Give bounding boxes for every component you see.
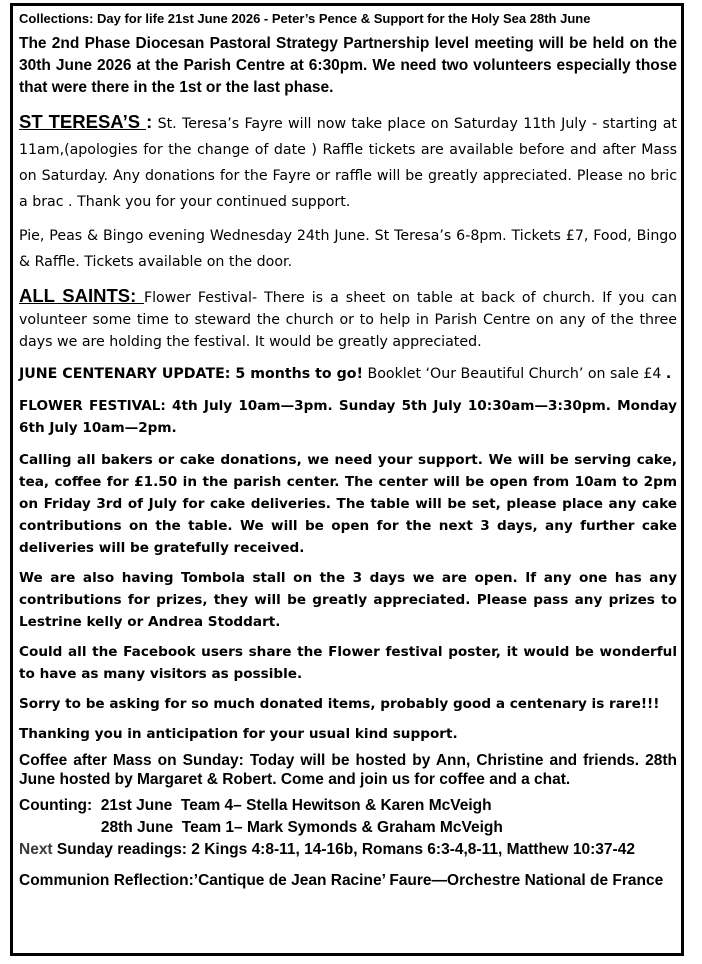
readings-next-label: Next: [19, 841, 53, 858]
facebook-appeal: Could all the Facebook users share the Flower festival poster, it would be wonderful to have as many visitors as possible.: [19, 644, 677, 682]
sunday-readings: [19, 839, 677, 861]
all-saints-section: [19, 285, 677, 353]
pie-peas-bingo-notice: Pie, Peas & Bingo evening Wednesday 24th June. St Teresa’s 6-8pm. Tickets £7, Food, Bingo & Raffle. Tickets available on the door.: [19, 228, 677, 270]
flower-festival-dates: FLOWER FESTIVAL: 4th July 10am—3pm. Sunday 5th July 10:30am—3:30pm. Monday 6th July 10am—2pm.: [19, 398, 677, 436]
centenary-rest: Booklet ‘Our Beautiful Church’ on sale £4: [362, 366, 666, 382]
centenary-update: [19, 363, 677, 385]
thanking-note: Thanking you in anticipation for your usual kind support.: [19, 726, 458, 742]
counting-line-2: 28th June Team 1– Mark Symonds & Graham McVeigh: [19, 819, 503, 836]
st-teresas-heading: ST TERESA’S: [19, 111, 147, 132]
st-teresas-colon: :: [146, 111, 153, 132]
coffee-after-mass: Coffee after Mass on Sunday: Today will be hosted by Ann, Christine and friends. 28th June hosted by Margaret & Robert. Come and join us for coffee and a chat.: [19, 752, 677, 788]
strategy-meeting-notice: The 2nd Phase Diocesan Pastoral Strategy Partnership level meeting will be held on the 30th June 2026 at the Parish Centre at 6:30pm. We need two volunteers especially those that were there in the 1st or the last phase.: [19, 35, 677, 96]
st-teresas-body: St. Teresa’s Fayre will now take place on Saturday 11th July - starting at 11am,(apologies for the change of date ) Raffle tickets are available before and after Mass on Saturday. Any donations for the Fayre or raffle will be greatly appreciated. Please no bric a brac . Thank you for your continued support.: [19, 116, 677, 210]
newsletter-frame: [10, 3, 684, 956]
centenary-dot: .: [665, 366, 672, 382]
all-saints-heading: ALL SAINTS:: [19, 285, 144, 306]
readings-text: Sunday readings: 2 Kings 4:8-11, 14-16b, Romans 6:3-4,8-11, Matthew 10:37-42: [52, 841, 635, 858]
st-teresas-section: [19, 109, 677, 215]
bakers-appeal: Calling all bakers or cake donations, we need your support. We will be serving cake, tea, coffee for £1.50 in the parish center. The center will be open from 10am to 2pm on Friday 3rd of July for cake deliveries. The table will be set, please place any cake contributions on the table. We will be open for the next 3 days, any further cake deliveries will be gratefully received.: [19, 452, 677, 556]
all-saints-body: Flower Festival- There is a sheet on table at back of church. If you can volunteer some time to steward the church or to help in Parish Centre on any of the three days we are holding the festival. It would be greatly appreciated.: [19, 290, 677, 350]
counting-line-1: Counting: 21st June Team 4– Stella Hewitson & Karen McVeigh: [19, 797, 492, 814]
sorry-note: Sorry to be asking for so much donated items, probably good a centenary is rare!!!: [19, 696, 660, 712]
collections-line: Collections: Day for life 21st June 2026 - Peter’s Pence & Support for the Holy Sea 28th June: [19, 11, 591, 26]
tombola-notice: We are also having Tombola stall on the 3 days we are open. If any one has any contributions for prizes, they will be greatly appreciated. Please pass any prizes to Lestrine kelly or Andrea Stoddart.: [19, 570, 677, 630]
centenary-bold: JUNE CENTENARY UPDATE: 5 months to go!: [19, 366, 363, 382]
communion-reflection: Communion Reflection:’Cantique de Jean Racine’ Faure—Orchestre National de France: [19, 872, 664, 889]
